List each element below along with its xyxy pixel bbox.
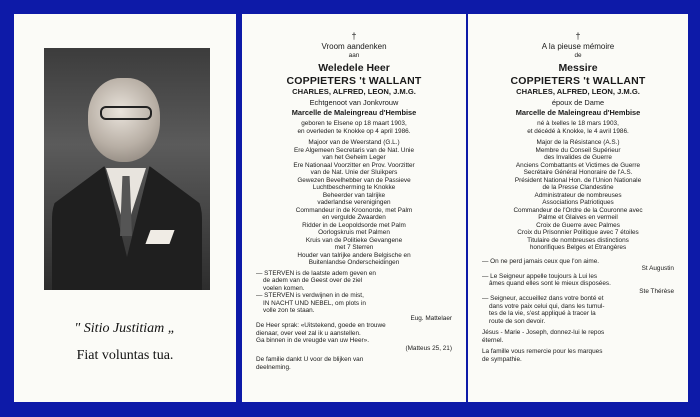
prayer-line: Jésus - Marie - Joseph, donnez-lui le repos	[482, 329, 605, 336]
verse-line: — Le Seigneur appelle toujours à Lui les	[482, 272, 598, 280]
verse-line: — STERVEN is verdwijnen in de mist,	[256, 292, 364, 299]
verse-block	[256, 270, 452, 353]
verse-line: — STERVEN is de laatste adem geven en	[256, 269, 376, 277]
title-line: Majoor van de Weerstand (G.L.)	[308, 139, 400, 146]
quote-line: Ga binnen in de vreugde van uw Heer».	[256, 337, 369, 344]
title-line: Président National Hon. de l'Union Nationale	[514, 176, 642, 184]
title-line: Major de la Résistance (A.S.)	[536, 139, 620, 146]
given-names: CHARLES, ALFRED, LEON, J.M.G.	[292, 87, 416, 96]
title-line: Titulaire de nombreuses distinctions	[527, 236, 629, 244]
title-line: Oorlogskruis met Palmen	[318, 229, 390, 236]
title-line: Palme et Glaives en vermeil	[538, 214, 618, 221]
cross-icon: †	[351, 31, 357, 41]
birth-line: geboren te Elsene op 18 maart 1903,	[301, 120, 407, 127]
portrait-glasses	[100, 106, 152, 120]
verse-line: âmes quand elles sont le mieux disposées.	[489, 280, 611, 287]
title-line: de la Presse Clandestine	[542, 184, 614, 191]
quote-line: dienaar, over veel zal ik u aanstellen.	[256, 329, 361, 337]
verse-block	[482, 258, 674, 326]
portrait-photo	[44, 48, 210, 290]
title-line: honorifiques Belges et Etrangères	[529, 244, 627, 251]
title-line: Secrétaire Général Honoraire de l'A.S.	[523, 169, 633, 176]
thanks-line: de sympathie.	[482, 355, 522, 363]
motto-latin-2: Fiat voluntas tua.	[76, 348, 174, 363]
intro-line: Vroom aandenken	[321, 42, 387, 51]
spouse-intro: Echtgenoot van Jonkvrouw	[309, 98, 399, 107]
intro-de: de	[574, 52, 582, 59]
honorific-title: Messire	[558, 62, 598, 74]
intro-line: A la pieuse mémoire	[541, 42, 615, 51]
title-line: Administrateur de nombreuses	[534, 191, 622, 199]
surname: COPPIETERS 't WALLANT	[510, 75, 646, 87]
title-line: Croix de Guerre avec Palmes	[536, 221, 620, 229]
cross-icon: †	[575, 31, 581, 41]
title-line: Ere Algemeen Secretaris van de Nat. Unie	[293, 146, 415, 154]
surname: COPPIETERS 't WALLANT	[286, 75, 422, 87]
verse-author: St Augustin	[641, 265, 674, 272]
verse-line: IN NACHT UND NEBEL, om plots in	[263, 299, 366, 307]
title-line: des Invalides de Guerre	[544, 154, 612, 161]
verse-line: — Seigneur, accueillez dans votre bonté et	[482, 295, 604, 302]
title-line: Commandeur in de Kroonorde, met Palm	[295, 206, 413, 214]
title-line: Anciens Combattants et Victimes de Guerre	[515, 161, 641, 169]
french-card	[468, 14, 688, 402]
death-line: en overleden te Knokke op 4 april 1986.	[297, 127, 411, 135]
spouse-intro: époux de Dame	[551, 98, 605, 107]
life-dates	[256, 120, 452, 135]
thanks-line: De familie dankt U voor de blijken van	[256, 356, 364, 363]
life-dates	[482, 120, 674, 135]
title-line: Houder van talrijke andere Belgische en	[297, 251, 411, 259]
titles-list	[256, 139, 452, 267]
verse-line: volle zon te staan.	[263, 307, 315, 314]
portrait-head	[88, 78, 160, 162]
title-line: Ridder in de Leopoldsorde met Palm	[302, 221, 406, 229]
title-line: Ere Nationaal Voorzitter en Prov. Voorzitter	[293, 161, 415, 169]
intro-aan: aan	[348, 52, 360, 59]
quote-reference: (Matteus 25, 21)	[405, 344, 452, 352]
spouse-name: Marcelle de Maleingreau d'Hembise	[515, 108, 641, 117]
title-line: Kruis van de Politieke Gevangene	[305, 236, 403, 244]
prayer-line: éternel.	[482, 336, 504, 344]
thanks-block	[482, 348, 674, 363]
title-line: met 7 Sterren	[334, 244, 374, 251]
motto-latin-1: " Sitio Justitiam „	[74, 321, 176, 336]
verse-line: tes de la vie, s'est appliqué à tracer la	[489, 310, 596, 317]
title-line: Buitenlandse Onderscheidingen	[308, 259, 400, 266]
honorific-title: Weledele Heer	[318, 62, 390, 74]
verse-line: dans votre paix celui qui, dans les tumul-	[489, 302, 605, 310]
thanks-block	[256, 356, 452, 371]
prayer-block	[482, 329, 674, 344]
verse-line: voelen komen.	[263, 284, 305, 292]
titles-list	[482, 139, 674, 252]
dutch-card	[242, 14, 466, 402]
verse-line: de adem van de Geest over de ziel	[263, 277, 363, 284]
verse-line: route de son devoir.	[489, 317, 546, 325]
verse-line: — On ne perd jamais ceux que l'on aime.	[482, 257, 600, 265]
verse-author: Eug. Mattelaer	[410, 314, 452, 322]
title-line: Beheerder van talrijke	[322, 191, 386, 199]
title-line: Luchtbescherming te Knokke	[312, 184, 396, 191]
thanks-line: deelneming.	[256, 363, 291, 371]
title-line: vaderlandse verenigingen	[317, 199, 391, 206]
photo-card	[14, 14, 236, 402]
birth-line: né à Ixelles le 18 mars 1903,	[537, 120, 619, 127]
title-line: Gewezen Bevelhebber van de Passieve	[297, 176, 411, 184]
quote-line: De Heer sprak: «Uitstekend, goede en trouwe	[256, 322, 386, 329]
title-line: Commandeur de l'Ordre de la Couronne avec	[513, 206, 643, 214]
title-line: van de Nat. Unie der Sluikpers	[310, 169, 398, 176]
given-names: CHARLES, ALFRED, LEON, J.M.G.	[516, 87, 640, 96]
title-line: van het Geheim Leger	[322, 154, 386, 161]
portrait-pocket-square	[145, 230, 174, 244]
title-line: Membre du Conseil Supérieur	[535, 146, 621, 154]
verse-author: Ste Thérèse	[639, 287, 674, 295]
title-line: Associations Patriotiques	[542, 199, 614, 206]
death-line: et décédé à Knokke, le 4 avril 1986.	[527, 127, 629, 135]
thanks-line: La famille vous remercie pour les marques	[482, 348, 603, 355]
title-line: Croix du Prisonnier Politique avec 7 étoiles	[517, 229, 639, 236]
spouse-name: Marcelle de Maleingreau d'Hembise	[291, 108, 417, 117]
title-line: en vergulde Zwaarden	[322, 214, 386, 221]
